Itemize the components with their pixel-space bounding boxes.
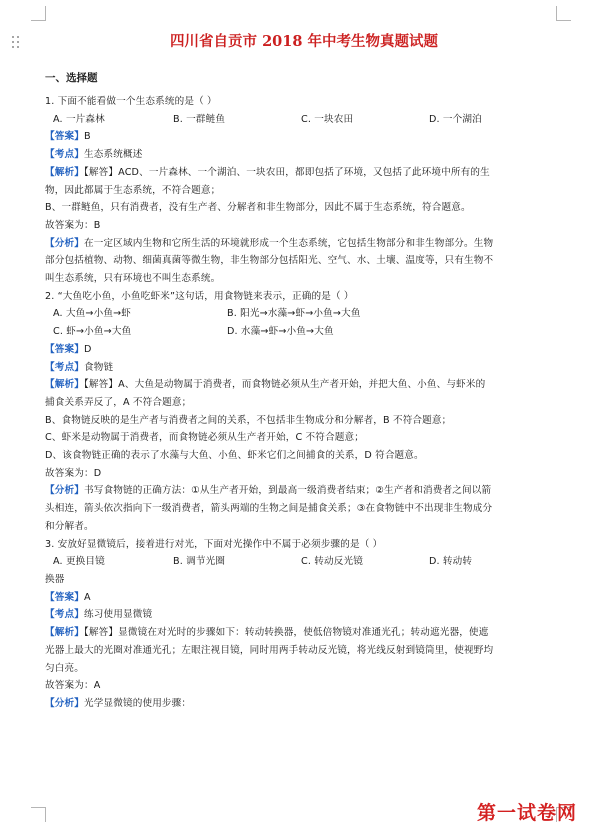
section-heading: 一、选择题: [45, 72, 98, 84]
option-row: [45, 305, 557, 323]
topic-value: 食物链: [83, 361, 114, 373]
crop-mark-top-left: [31, 6, 46, 21]
summary-tag: 【分析】: [45, 485, 84, 497]
document-content: [45, 32, 557, 713]
option-wrap: 换器: [45, 573, 65, 585]
analysis-line: D、该食物链正确的表示了水藻与大鱼、小鱼、虾米它们之间捕食的关系，D 符合题意。: [45, 450, 424, 462]
summary-text: 书写食物链的正确方法：①从生产者开始，到最高一级消费者结束；②生产者和消费者之间以箭: [83, 485, 492, 497]
option-row: [45, 553, 557, 571]
analysis-text: 【解答】显微镜在对光时的步骤如下：转动转换器，使低倍物镜对准通光孔；转动遮光器，使遮: [83, 627, 489, 639]
topic-value: 练习使用显微镜: [83, 609, 153, 621]
analysis-line: 故答案为：B: [45, 219, 101, 231]
answer-line: [45, 589, 557, 607]
summary-text: 在一定区域内生物和它所生活的环境就形成一个生态系统，它包括生物部分和非生物部分。生物: [83, 237, 494, 249]
option: D. 一个湖泊: [429, 113, 482, 125]
crop-mark-bottom-left: [31, 807, 46, 822]
topic-line: [45, 359, 557, 377]
topic-value: 生态系统概述: [83, 149, 143, 161]
answer-tag: 【答案】: [45, 591, 84, 603]
topic-line: [45, 146, 557, 164]
analysis-text: 【解答】ACD、一片森林、一个湖泊、一块农田，都即包括了环境，又包括了此环境中所有的生: [83, 166, 490, 178]
analysis-tag: 【解析】: [45, 379, 84, 391]
summary-line: 和分解者。: [45, 520, 94, 532]
option: A. 一片森林: [53, 113, 105, 125]
analysis-line: [45, 164, 557, 182]
analysis-line: 光器上最大的光圈对准通光孔；左眼注视目镜，同时用两手转动反光镜，将光线反射到镜筒里，使视野均: [45, 644, 494, 656]
analysis-line: B、食物链反映的是生产者与消费者之间的关系，不包括非生物成分和分解者，B 不符合题意；: [45, 414, 452, 426]
option: B. 调节光圈: [173, 556, 226, 568]
option: D. 水藻→虾→小鱼→大鱼: [227, 326, 334, 338]
crop-mark-top-right: [556, 6, 571, 21]
summary-text: 光学显微镜的使用步骤：: [83, 697, 192, 709]
option: C. 虾→小鱼→大鱼: [53, 326, 132, 338]
analysis-line: 匀白亮。: [45, 662, 84, 674]
analysis-line: 故答案为：A: [45, 680, 101, 692]
summary-line: 头相连，箭头依次指向下一级消费者，箭头两端的生物之间是捕食关系；③在食物链中不出现非生物成分: [45, 503, 493, 515]
option: C. 一块农田: [301, 113, 354, 125]
analysis-line: B、一群鲢鱼，只有消费者，没有生产者、分解者和非生物部分，因此不属于生态系统，符合题意。: [45, 202, 471, 214]
question-stem: 1. 下面不能看做一个生态系统的是（ ）: [45, 96, 217, 107]
page-title: 四川省自贡市 2018 年中考生物真题试题: [170, 33, 438, 50]
analysis-tag: 【解析】: [45, 627, 84, 639]
drag-handle-icon[interactable]: [12, 36, 20, 50]
option: C. 转动反光镜: [301, 556, 363, 568]
topic-line: [45, 606, 557, 624]
question-stem: 2. “大鱼吃小鱼，小鱼吃虾米”这句话，用食物链来表示，正确的是（ ）: [45, 290, 354, 302]
answer-value: A: [83, 591, 91, 603]
option: B. 阳光→水藻→虾→小鱼→大鱼: [227, 308, 361, 320]
topic-tag: 【考点】: [45, 149, 84, 161]
summary-tag: 【分析】: [45, 237, 84, 249]
answer-value: D: [83, 343, 92, 355]
summary-line: 叫生态系统，只有环境也不叫生态系统。: [45, 273, 221, 285]
answer-line: [45, 341, 557, 359]
answer-tag: 【答案】: [45, 131, 84, 143]
analysis-line: [45, 376, 557, 394]
summary-line: [45, 695, 557, 713]
option-row: [45, 111, 557, 129]
analysis-line: 物，因此都属于生态系统，不符合题意；: [45, 184, 221, 196]
analysis-line: 捕食关系弄反了，A 不符合题意；: [45, 396, 192, 408]
option: A. 大鱼→小鱼→虾: [53, 308, 132, 320]
summary-tag: 【分析】: [45, 697, 84, 709]
question-stem: 3. 安放好显微镜后，接着进行对光，下面对光操作中不属于必须步骤的是（ ）: [45, 538, 383, 550]
analysis-tag: 【解析】: [45, 166, 84, 178]
answer-tag: 【答案】: [45, 343, 84, 355]
summary-line: [45, 235, 557, 253]
answer-line: [45, 128, 557, 146]
watermark-logo: 第一试卷网: [476, 802, 577, 824]
analysis-line: C、虾米是动物属于消费者，而食物链必须从生产者开始，C 不符合题意；: [45, 432, 364, 444]
summary-line: 部分包括植物、动物、细菌真菌等微生物，非生物部分包括阳光、空气、水、土壤、温度等，只有生物不: [45, 255, 494, 267]
option-row: [45, 323, 557, 341]
option: B. 一群鲢鱼: [173, 113, 226, 125]
analysis-line: 故答案为：D: [45, 467, 102, 479]
option: D. 转动转: [429, 556, 473, 568]
topic-tag: 【考点】: [45, 361, 84, 373]
answer-value: B: [83, 131, 91, 143]
option: A. 更换目镜: [53, 556, 105, 568]
analysis-line: [45, 624, 557, 642]
topic-tag: 【考点】: [45, 609, 84, 621]
analysis-text: 【解答】A、大鱼是动物属于消费者，而食物链必须从生产者开始，并把大鱼、小鱼、与虾米的: [83, 379, 486, 391]
summary-line: [45, 482, 557, 500]
